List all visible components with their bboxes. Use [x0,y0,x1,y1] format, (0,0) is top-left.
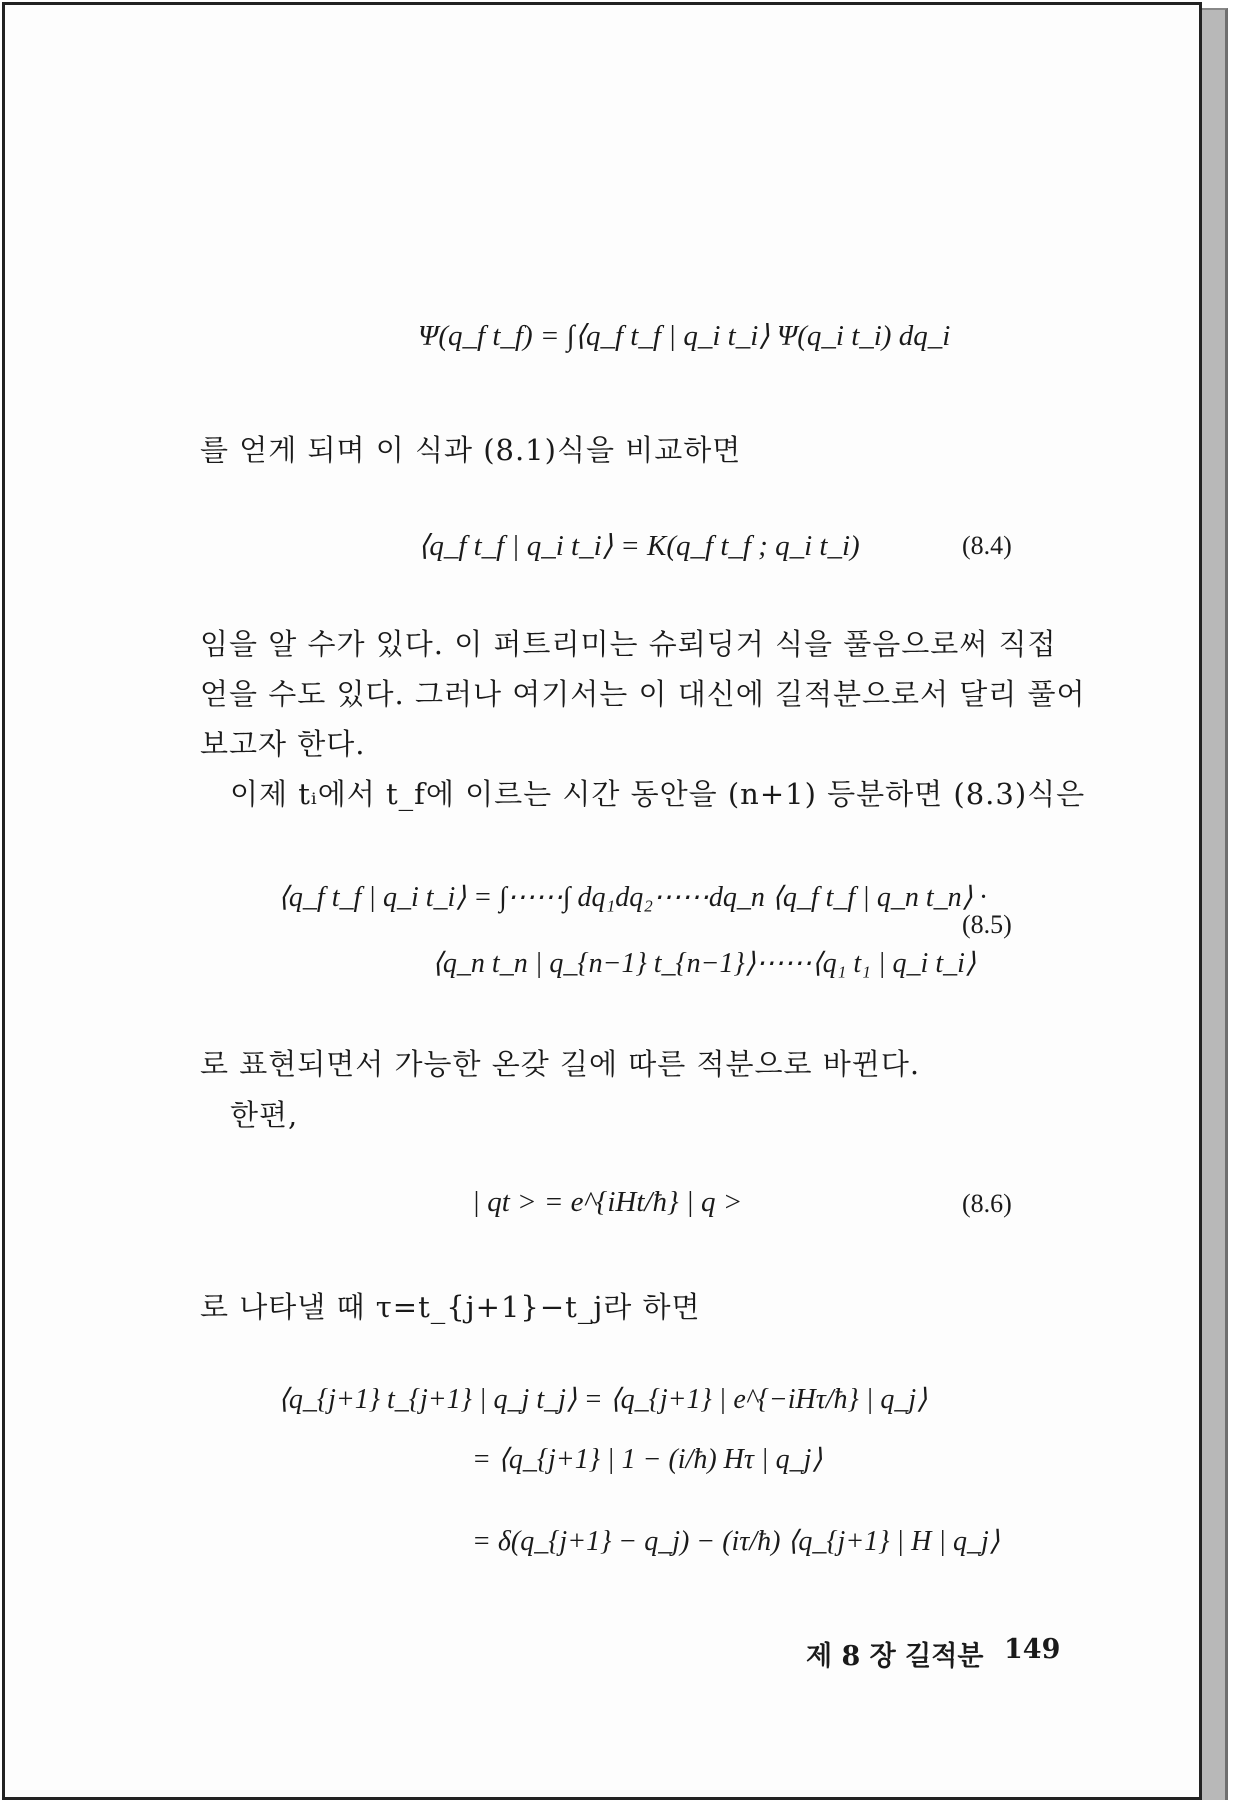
equation-number-8-5: (8.5) [962,910,1012,939]
running-footer-chapter: 제 8 장 길적분 [806,1641,984,1672]
paragraph-path-integral: 로 표현되면서 가능한 온갖 길에 따른 적분으로 바뀐다. [200,1047,921,1081]
equation-psi: Ψ(q_f t_f) = ∫⟨q_f t_f | q_i t_i⟩ Ψ(q_i t_i) dq_i [418,320,951,352]
paragraph-compare: 를 얻게 되며 이 식과 (8.1)식을 비교하면 [200,433,742,467]
equation-8-4: ⟨q_f t_f | q_i t_i⟩ = K(q_f t_f ; q_i t_i) [418,530,860,562]
paragraph-tau-definition: 로 나타낼 때 τ=t_{j+1}−t_j라 하면 [200,1290,701,1324]
page-edge-shadow [1202,8,1228,1800]
paragraph-meanwhile: 한편, [230,1098,299,1132]
equation-number-8-4: (8.4) [962,531,1012,560]
equation-matrix-element-line3: = δ(q_{j+1} − q_j) − (iτ/ħ) ⟨q_{j+1} | H | q_j⟩ [472,1526,1000,1557]
equation-matrix-element-line1: ⟨q_{j+1} t_{j+1} | q_j t_j⟩ = ⟨q_{j+1} | e^{−iHτ/ħ} | q_j⟩ [278,1384,928,1415]
equation-8-5-line1: ⟨q_f t_f | q_i t_i⟩ = ∫⋯⋯∫ dq₁dq₂⋯⋯dq_n ⟨q_f t_f | q_n t_n⟩ · [278,882,987,913]
paragraph-propagator-line1: 임을 알 수가 있다. 이 퍼트리미는 슈뢰딩거 식을 풀음으로써 직접 [200,627,1057,661]
equation-number-8-6: (8.6) [962,1189,1012,1218]
paragraph-propagator-line3: 보고자 한다. [200,727,366,761]
equation-8-6: | qt > = e^{iHt/ħ} | q > [472,1186,743,1218]
paragraph-divide-time: 이제 tᵢ에서 t_f에 이르는 시간 동안을 (n+1) 등분하면 (8.3)식은 [230,777,1086,811]
page-number: 149 [1004,1634,1061,1665]
equation-8-5-line2: ⟨q_n t_n | q_{n−1} t_{n−1}⟩⋯⋯⟨q₁ t₁ | q_i t_i⟩ [432,948,976,979]
paragraph-propagator-line2: 얻을 수도 있다. 그러나 여기서는 이 대신에 길적분으로서 달리 풀어 [200,677,1086,711]
equation-matrix-element-line2: = ⟨q_{j+1} | 1 − (i/ħ) Hτ | q_j⟩ [472,1444,823,1475]
